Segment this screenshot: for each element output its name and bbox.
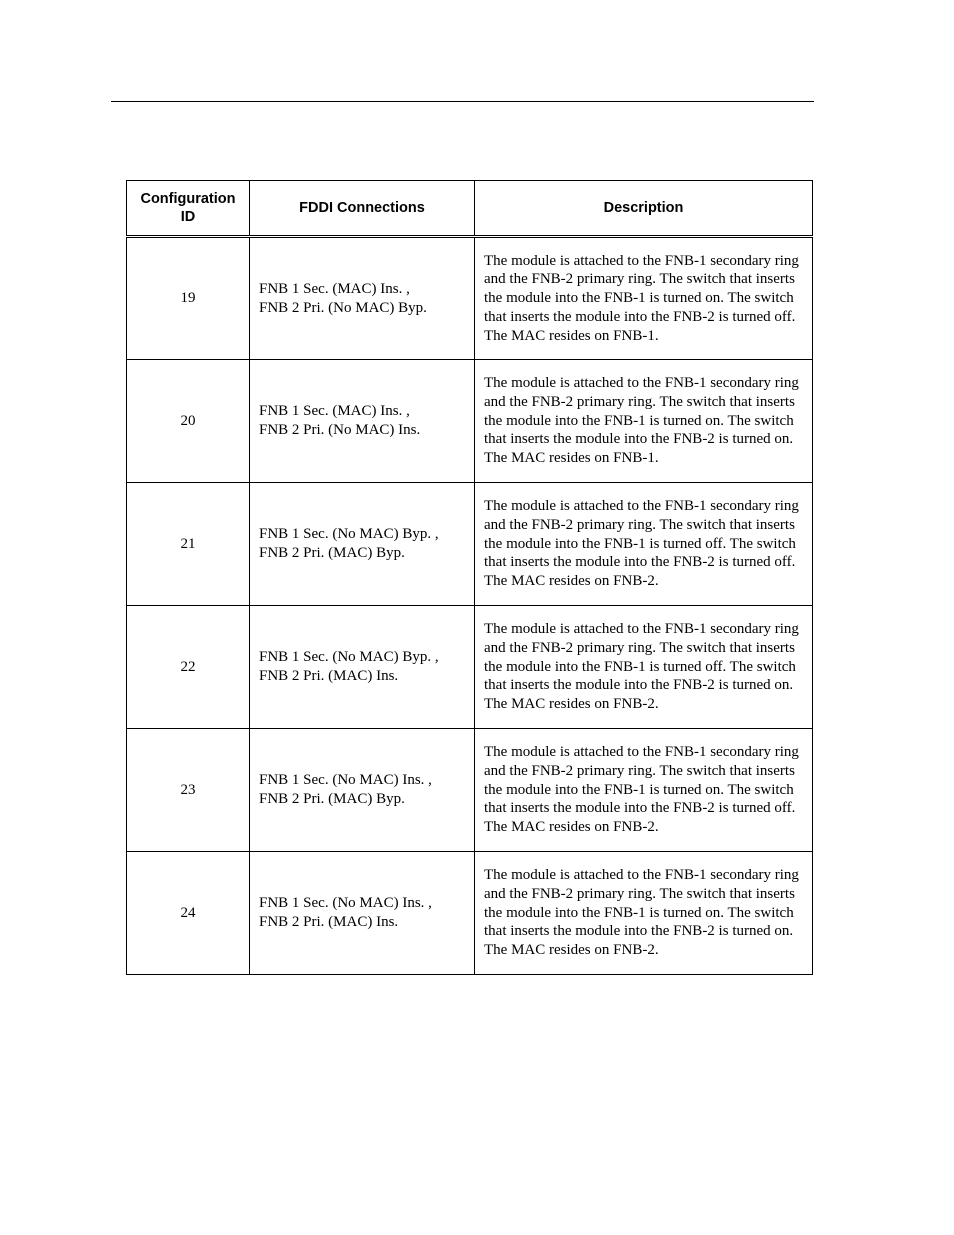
configuration-id-cell: 23 — [127, 729, 250, 852]
configuration-id-cell: 24 — [127, 852, 250, 975]
configuration-id-cell: 20 — [127, 360, 250, 483]
description-cell: The module is attached to the FNB-1 secondary ring and the FNB-2 primary ring. The switch that inserts the module into the FNB-1 is turned off. The switch that inserts the module into the FNB-2 is turned on. The MAC resides on FNB-2. — [475, 606, 813, 729]
description-cell: The module is attached to the FNB-1 secondary ring and the FNB-2 primary ring. The switch that inserts the module into the FNB-1 is turned on. The switch that inserts the module into the FNB-2 is turned off. The MAC resides on FNB-1. — [475, 237, 813, 360]
connection-line-fnb1: FNB 1 Sec. (MAC) Ins. , — [259, 403, 410, 420]
fddi-connections-cell — [250, 729, 475, 852]
connection-line-fnb2: FNB 2 Pri. (MAC) Ins. — [259, 914, 399, 930]
fddi-configuration-table — [126, 180, 813, 975]
table-row — [127, 483, 813, 606]
connection-line-fnb1: FNB 1 Sec. (No MAC) Ins. , — [259, 772, 432, 789]
fddi-connections-cell — [250, 483, 475, 606]
table-header-row — [127, 181, 813, 237]
configuration-id-cell: 19 — [127, 237, 250, 360]
connection-line-fnb1: FNB 1 Sec. (No MAC) Ins. , — [259, 895, 432, 912]
header-fddi-connections: FDDI Connections — [250, 181, 475, 237]
description-cell: The module is attached to the FNB-1 secondary ring and the FNB-2 primary ring. The switch that inserts the module into the FNB-1 is turned on. The switch that inserts the module into the FNB-2 is turned off. The MAC resides on FNB-2. — [475, 729, 813, 852]
header-rule — [111, 101, 814, 102]
connection-line-fnb1: FNB 1 Sec. (No MAC) Byp. , — [259, 526, 439, 543]
fddi-connections-cell — [250, 237, 475, 360]
fddi-connections-cell — [250, 852, 475, 975]
table-row — [127, 606, 813, 729]
description-cell: The module is attached to the FNB-1 secondary ring and the FNB-2 primary ring. The switch that inserts the module into the FNB-1 is turned off. The switch that inserts the module into the FNB-2 is turned off. The MAC resides on FNB-2. — [475, 483, 813, 606]
connection-line-fnb1: FNB 1 Sec. (MAC) Ins. , — [259, 280, 410, 297]
fddi-connections-cell — [250, 606, 475, 729]
table-row — [127, 852, 813, 975]
header-configuration-id: Configuration ID — [127, 181, 250, 237]
connection-line-fnb2: FNB 2 Pri. (MAC) Byp. — [259, 545, 405, 561]
connection-line-fnb2: FNB 2 Pri. (MAC) Byp. — [259, 791, 405, 807]
connection-line-fnb2: FNB 2 Pri. (No MAC) Byp. — [259, 299, 427, 316]
fddi-connections-cell — [250, 360, 475, 483]
header-description: Description — [475, 181, 813, 237]
connection-line-fnb1: FNB 1 Sec. (No MAC) Byp. , — [259, 649, 439, 666]
description-cell: The module is attached to the FNB-1 secondary ring and the FNB-2 primary ring. The switch that inserts the module into the FNB-1 is turned on. The switch that inserts the module into the FNB-2 is turned on. The MAC resides on FNB-2. — [475, 852, 813, 975]
table-row — [127, 237, 813, 360]
connection-line-fnb2: FNB 2 Pri. (MAC) Ins. — [259, 668, 399, 684]
configuration-id-cell: 22 — [127, 606, 250, 729]
configuration-id-cell: 21 — [127, 483, 250, 606]
table-row — [127, 729, 813, 852]
table-row — [127, 360, 813, 483]
description-cell: The module is attached to the FNB-1 secondary ring and the FNB-2 primary ring. The switch that inserts the module into the FNB-1 is turned on. The switch that inserts the module into the FNB-2 is turned on. The MAC resides on FNB-1. — [475, 360, 813, 483]
connection-line-fnb2: FNB 2 Pri. (No MAC) Ins. — [259, 422, 421, 438]
